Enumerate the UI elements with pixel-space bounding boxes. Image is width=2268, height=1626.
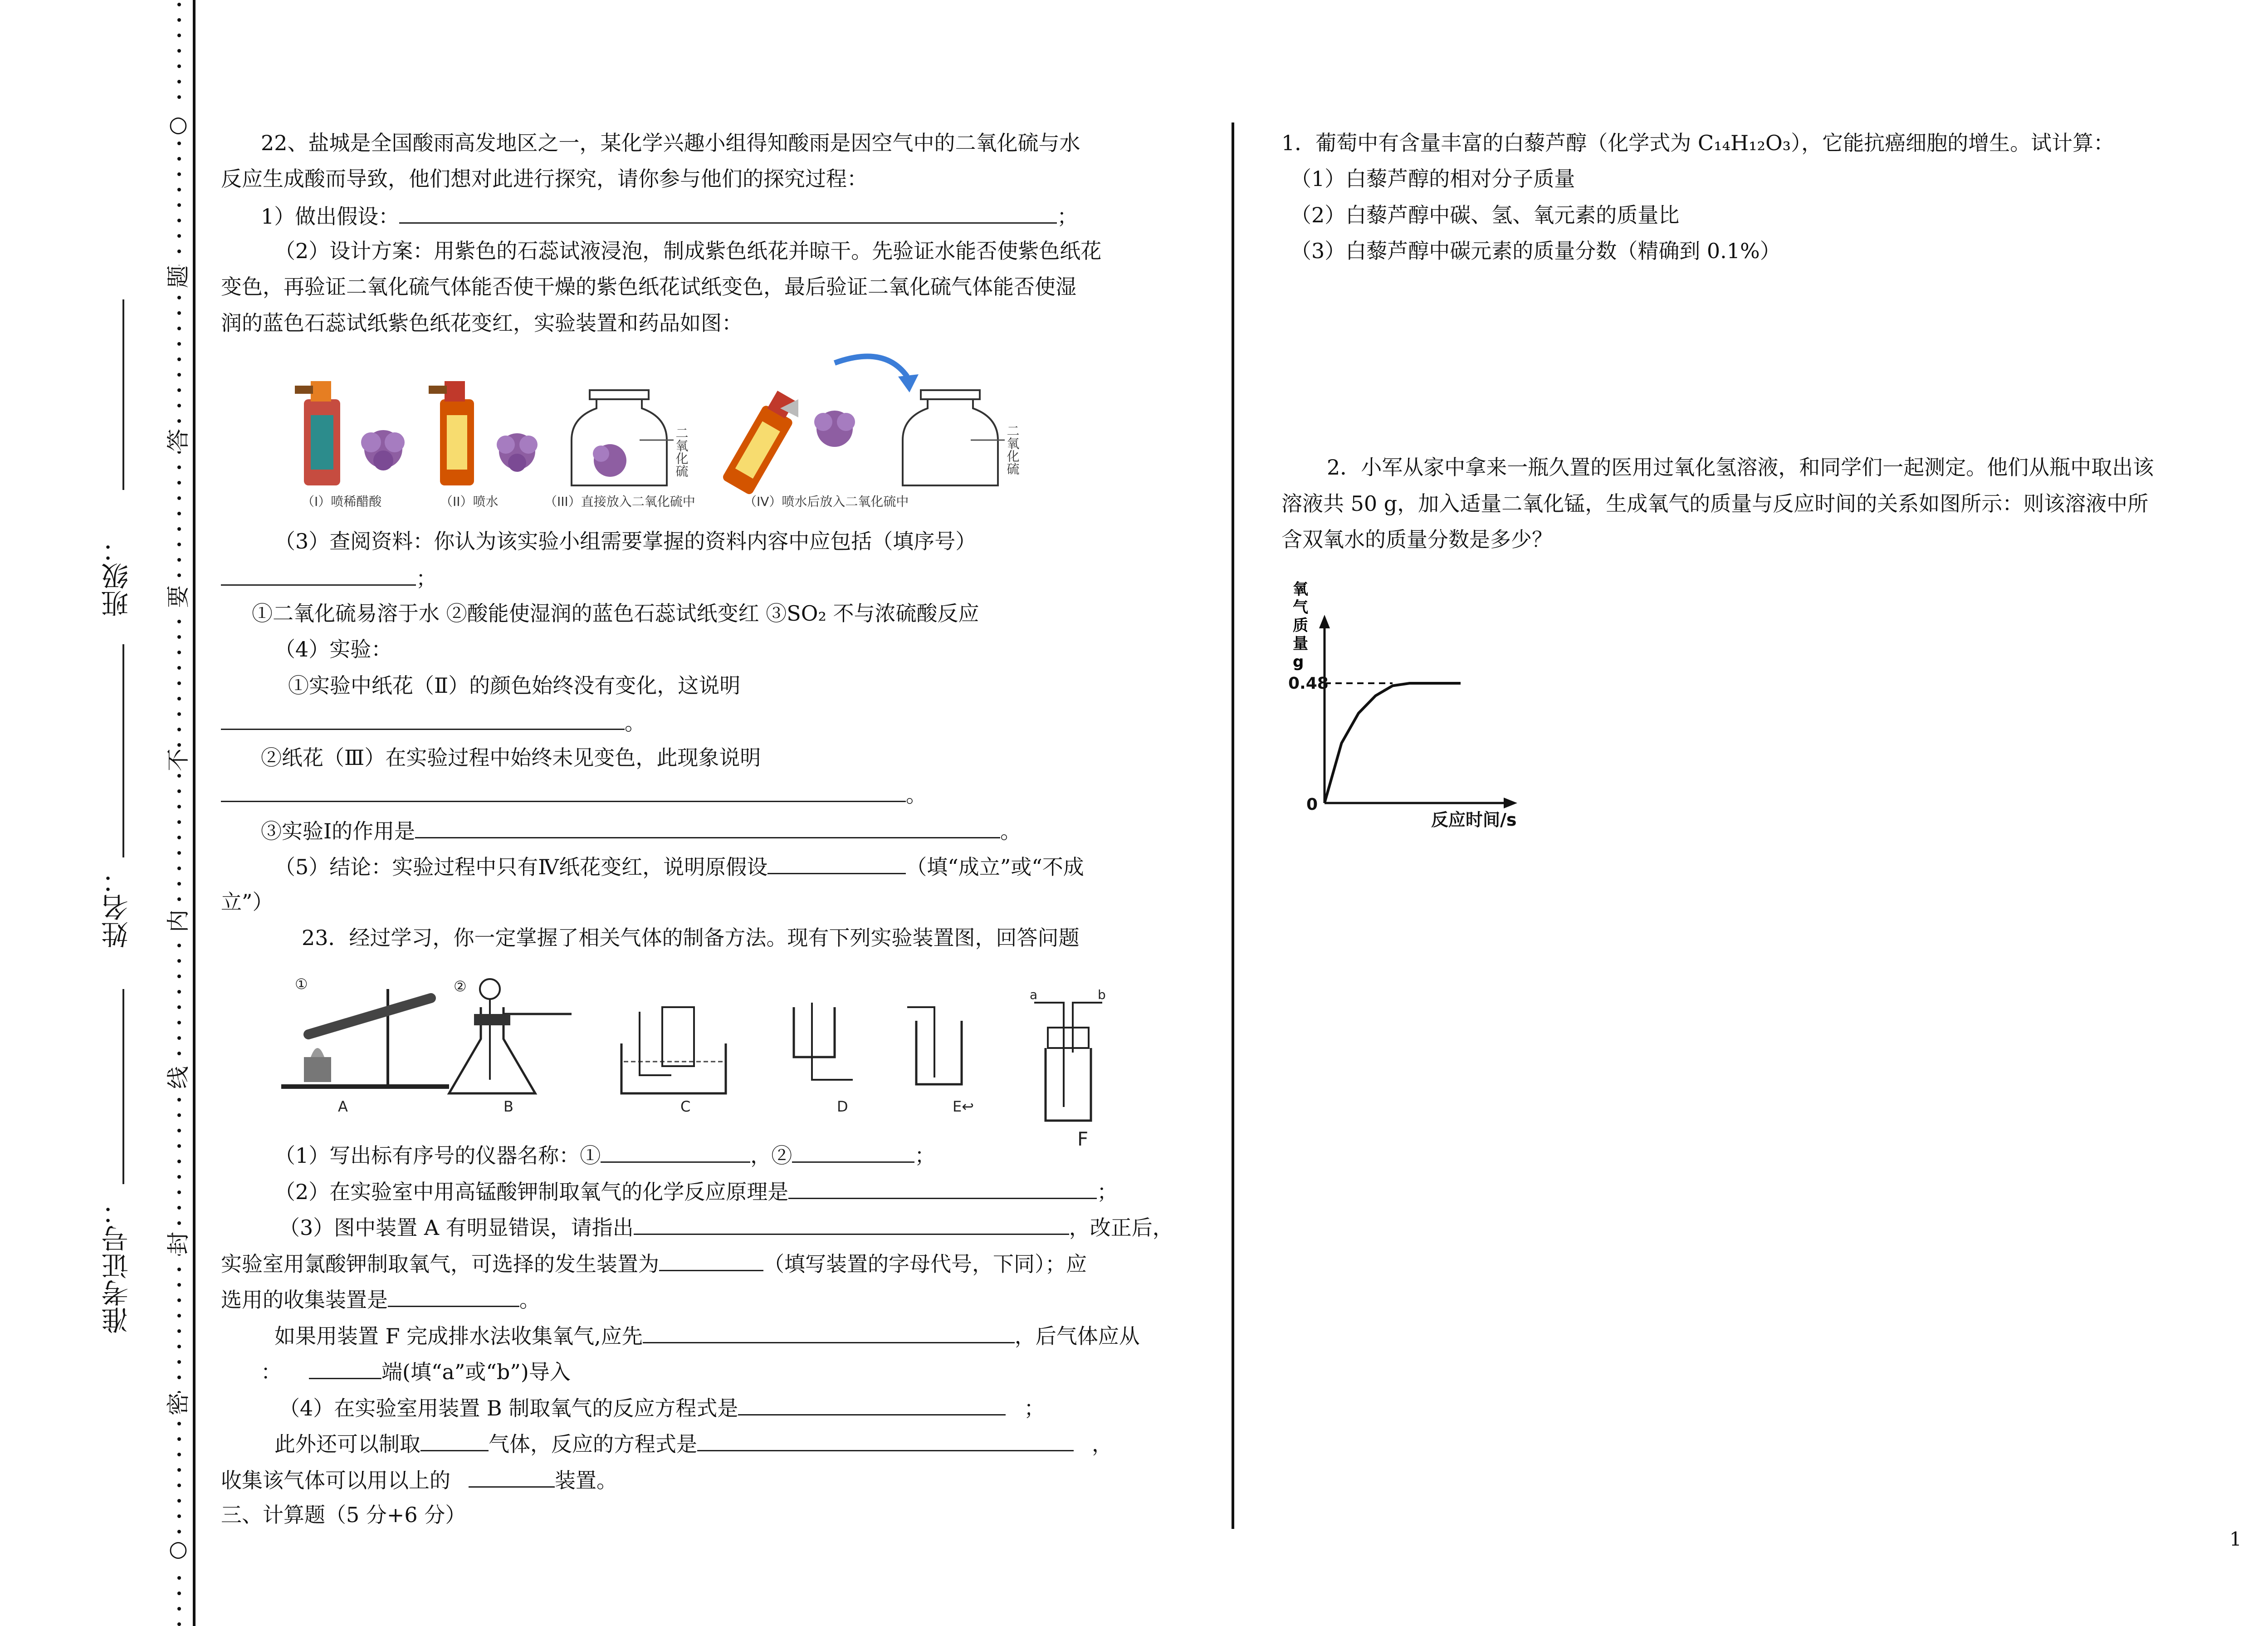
mark-2: ②: [454, 978, 467, 995]
q23-s3b-label: 实验室用氯酸钾制取氧气，可选择的发生装置为: [221, 1252, 659, 1276]
q23-s3b: [221, 1249, 1087, 1278]
q23-f2-label: ：: [261, 1360, 282, 1384]
chart-ylabel-char: 质: [1293, 617, 1308, 635]
q22-reference-end: ；: [416, 566, 437, 591]
jar-4-label: 二氧化硫: [1005, 424, 1020, 475]
seal-char: 线: [165, 1066, 191, 1089]
q22-reference-answer: [221, 563, 437, 592]
app-label-d: D: [837, 1098, 848, 1115]
seal-char: 不: [165, 749, 191, 771]
q23-s3b-end: （填写装置的字母代号，下同）；应: [763, 1252, 1087, 1276]
q23-s6-label: 收集该气体可以用以上的: [221, 1468, 450, 1493]
fig-label-1: （I）喷稀醋酸: [302, 494, 382, 509]
q23-s1-label: （1）写出标有序号的仪器名称：①: [274, 1143, 601, 1168]
chart-ylabel-char: 量: [1293, 635, 1308, 653]
spray-bottle-1-icon: [295, 381, 340, 485]
app-label-c: C: [680, 1098, 691, 1115]
q23-f1-end: ，后气体应从: [1014, 1324, 1140, 1348]
class-blank[interactable]: [122, 299, 124, 490]
binding-line: [193, 0, 196, 1626]
q23-f2-end: 端(填“a”或“b”)导入: [381, 1360, 571, 1384]
apparatus-a-icon: [281, 989, 449, 1087]
q23-s3b-blank[interactable]: [659, 1249, 763, 1271]
seal-char: 答: [165, 429, 191, 451]
r2-line-3: 含双氧水的质量分数是多少？: [1281, 527, 1553, 552]
q22-exp-3-label: ③实验Ⅰ的作用是: [261, 819, 415, 843]
q22-exp-2: ②纸花（Ⅲ）在实验过程中始终未见变色，此现象说明: [261, 745, 761, 770]
port-a-label: a: [1030, 987, 1038, 1002]
jar-3-label: 二氧化硫: [674, 426, 689, 477]
q22-exp-1-end: 。: [625, 710, 645, 735]
chart-ylabel-char: 氧: [1293, 580, 1308, 598]
q22-experiment-label: （4）实验：: [274, 637, 392, 661]
q23-f2: [261, 1357, 571, 1386]
seal-char: 内: [165, 910, 191, 932]
q23-s1-mid: ，②: [750, 1143, 792, 1168]
q23-s3c-label: 选用的收集装置是: [221, 1288, 388, 1312]
q22-exp-3-end: 。: [1000, 819, 1022, 843]
q22-conclusion-label: （5）结论：实验过程中只有Ⅳ纸花变红，说明原假设: [274, 855, 768, 879]
spray-bottle-4-icon: [721, 388, 803, 496]
flower-2-icon: [497, 433, 538, 472]
q23-s6: [221, 1465, 617, 1494]
r2-line-2: 溶液共 50 g，加入适量二氧化锰，生成氧气的质量与反应时间的关系如图所示：则该溶液中所: [1281, 491, 2149, 516]
q23-f2-blank[interactable]: [309, 1357, 381, 1379]
apparatus-e-icon: [907, 1007, 962, 1084]
chart-ylabel: [1293, 580, 1308, 671]
q23-s2-end: ；: [1097, 1180, 1118, 1204]
q22-conclusion: [274, 852, 1084, 881]
chart-ylabel-char: 气: [1293, 598, 1308, 617]
q22-reference-blank[interactable]: [221, 563, 416, 586]
app-label-f: F: [1077, 1128, 1089, 1148]
q22-exp-1-answer: [221, 708, 645, 736]
seal-char: 封: [165, 1232, 191, 1254]
q22-reference-q: （3）查阅资料：你认为该实验小组需要掌握的资料内容中应包括（填序号）: [274, 529, 977, 553]
fig-label-4: （IV）喷水后放入二氧化硫中: [744, 494, 909, 509]
q23-f1-label: 如果用装置 F 完成排水法收集氧气,应先: [274, 1324, 643, 1348]
chart-ytick-048: 0.48: [1288, 674, 1329, 693]
q23-s5-end: ，: [1092, 1432, 1113, 1456]
q23-s2: [274, 1177, 1118, 1205]
q23-s3: [279, 1213, 1173, 1241]
q23-s5-blank-1[interactable]: [420, 1429, 489, 1451]
q22-plan-2: 变色，再验证二氧化硫气体能否使干燥的紫色纸花试纸变色，最后验证二氧化硫气体能否使湿: [221, 274, 1076, 299]
q23-s1-blank-1[interactable]: [601, 1141, 750, 1163]
q23-intro: 23．经过学习，你一定掌握了相关气体的制备方法。现有下列实验装置图，回答问题: [302, 926, 1080, 950]
r1-b: （2）白藜芦醇中碳、氢、氧元素的质量比: [1290, 203, 1680, 227]
app-label-a: A: [338, 1098, 348, 1115]
gas-jar-3-icon: [572, 390, 674, 485]
q23-apparatus-figure: [281, 971, 1143, 1148]
apparatus-c-icon: [621, 1007, 726, 1093]
flower-1-icon: [361, 430, 405, 470]
port-b-label: b: [1098, 987, 1106, 1002]
q22-intro-2: 反应生成酸而导致，他们想对此进行探究，请你参与他们的探究过程：: [221, 167, 868, 191]
q22-conclusion-2: 立”）: [221, 890, 274, 914]
apparatus-b-icon: [449, 979, 572, 1093]
q23-s5-blank-2[interactable]: [697, 1429, 1074, 1451]
chart-origin-label: 0: [1306, 795, 1318, 814]
apparatus-d-icon: [794, 1003, 853, 1080]
q23-s4-end: ；: [1024, 1396, 1045, 1420]
q22-intro-1: 22、盐城是全国酸雨高发地区之一，某化学兴趣小组得知酸雨是因空气中的二氧化硫与水: [261, 131, 1080, 155]
transfer-arrow-icon: [835, 356, 907, 377]
q23-f1-blank[interactable]: [643, 1321, 1015, 1343]
name-blank[interactable]: [122, 644, 124, 857]
q23-s2-label: （2）在实验室中用高锰酸钾制取氧气的化学反应原理是: [274, 1180, 789, 1204]
q22-experiment-figure: [290, 349, 1098, 513]
q23-s4: [279, 1393, 1045, 1422]
r1-a: （1）白藜芦醇的相对分子质量: [1290, 167, 1575, 191]
label-name: 姓名：: [101, 867, 133, 948]
q22-exp-1: ①实验中纸花（Ⅱ）的颜色始终没有变化，这说明: [288, 673, 741, 698]
q23-s6-blank[interactable]: [469, 1465, 555, 1488]
q23-s1-blank-2[interactable]: [792, 1141, 914, 1163]
q23-s2-blank[interactable]: [788, 1177, 1097, 1199]
apparatus-f-icon: [1034, 1003, 1102, 1121]
q22-hypothesis-label: 1）做出假设：: [261, 204, 400, 229]
q22-hypothesis-blank[interactable]: [399, 201, 1057, 224]
column-divider: [1232, 122, 1234, 1529]
q22-exp-3-blank[interactable]: [415, 816, 1000, 838]
oxygen-mass-chart: [1279, 576, 1551, 835]
seal-circle-top: ○: [169, 112, 188, 137]
q22-exp-2-answer: [221, 780, 927, 808]
chart-xlabel: 反应时间/s: [1431, 810, 1517, 830]
q22-exp-2-blank[interactable]: [221, 780, 906, 802]
r2-line-1: 2．小军从家中拿来一瓶久置的医用过氧化氢溶液，和同学们一起测定。他们从瓶中取出该: [1327, 455, 2154, 480]
spray-bottle-2-icon: [429, 381, 474, 485]
label-exam-id: 准考证号：: [101, 1198, 133, 1334]
seal-circle-bottom: ○: [169, 1536, 188, 1562]
q23-s4-blank[interactable]: [738, 1393, 1006, 1415]
app-label-b: B: [503, 1098, 513, 1115]
q23-s3c: [221, 1285, 540, 1313]
app-label-e: E↩: [953, 1098, 974, 1115]
q22-reference-options: ①二氧化硫易溶于水 ②酸能使湿润的蓝色石蕊试纸变红 ③SO₂ 不与浓硫酸反应: [252, 601, 979, 626]
seal-char: 密: [165, 1393, 191, 1415]
q22-conclusion-blank[interactable]: [767, 852, 906, 874]
q23-s3-blank[interactable]: [634, 1213, 1069, 1235]
q22-exp-1-blank[interactable]: [221, 708, 625, 730]
q22-plan-3: 润的蓝色石蕊试纸紫色纸花变红，实验装置和药品如图：: [221, 311, 743, 335]
fig-label-3: （III）直接放入二氧化硫中: [544, 494, 695, 509]
exam-id-blank[interactable]: [122, 989, 124, 1184]
section-3-heading: 三、计算题（5 分+6 分）: [221, 1503, 466, 1527]
q23-s3-label: （3）图中装置 A 有明显错误，请指出: [279, 1215, 634, 1240]
q22-hypothesis-end: ；: [1057, 204, 1078, 229]
seal-dotted-line: [170, 0, 188, 1626]
q23-s5: [274, 1429, 1113, 1458]
q23-s5-label: 此外还可以制取: [274, 1432, 420, 1456]
q23-f1: [274, 1321, 1140, 1350]
q22-hypothesis: [261, 201, 1078, 230]
q23-s3-end: ，改正后，: [1069, 1215, 1173, 1240]
q22-plan-1: （2）设计方案：用紫色的石蕊试液浸泡，制成紫色纸花并晾干。先验证水能否使紫色纸花: [274, 239, 1102, 263]
gas-jar-4-icon: [903, 390, 1005, 485]
flower-4-icon: [814, 411, 855, 447]
chart-series-line: [1325, 683, 1461, 803]
q23-s1: [274, 1141, 935, 1169]
q23-s5-mid: 气体，反应的方程式是: [489, 1432, 697, 1456]
page-number: 1: [2229, 1528, 2242, 1550]
q22-exp-2-end: 。: [906, 783, 927, 807]
seal-char: 要: [165, 585, 191, 608]
q22-conclusion-tail: （填“成立”或“不成: [906, 855, 1084, 879]
q23-s4-label: （4）在实验室用装置 B 制取氧气的反应方程式是: [279, 1396, 738, 1420]
r1-c: （3）白藜芦醇中碳元素的质量分数（精确到 0.1%）: [1290, 239, 1781, 263]
q23-s3c-blank[interactable]: [388, 1285, 519, 1307]
label-class: 班级：: [101, 535, 133, 617]
q23-s6-end: 装置。: [555, 1468, 617, 1493]
mark-1: ①: [295, 975, 308, 993]
q23-s1-end: ；: [914, 1143, 936, 1168]
q23-s3c-end: 。: [519, 1288, 540, 1312]
chart-ylabel-char: g: [1293, 653, 1304, 671]
fig-label-2: （II）喷水: [440, 494, 499, 509]
r1-stem: 1．葡萄中有含量丰富的白藜芦醇（化学式为 C₁₄H₁₂O₃），它能抗癌细胞的增生。试计算：: [1281, 131, 2115, 155]
q22-exp-3: [261, 816, 1021, 845]
seal-char: 题: [165, 265, 191, 288]
